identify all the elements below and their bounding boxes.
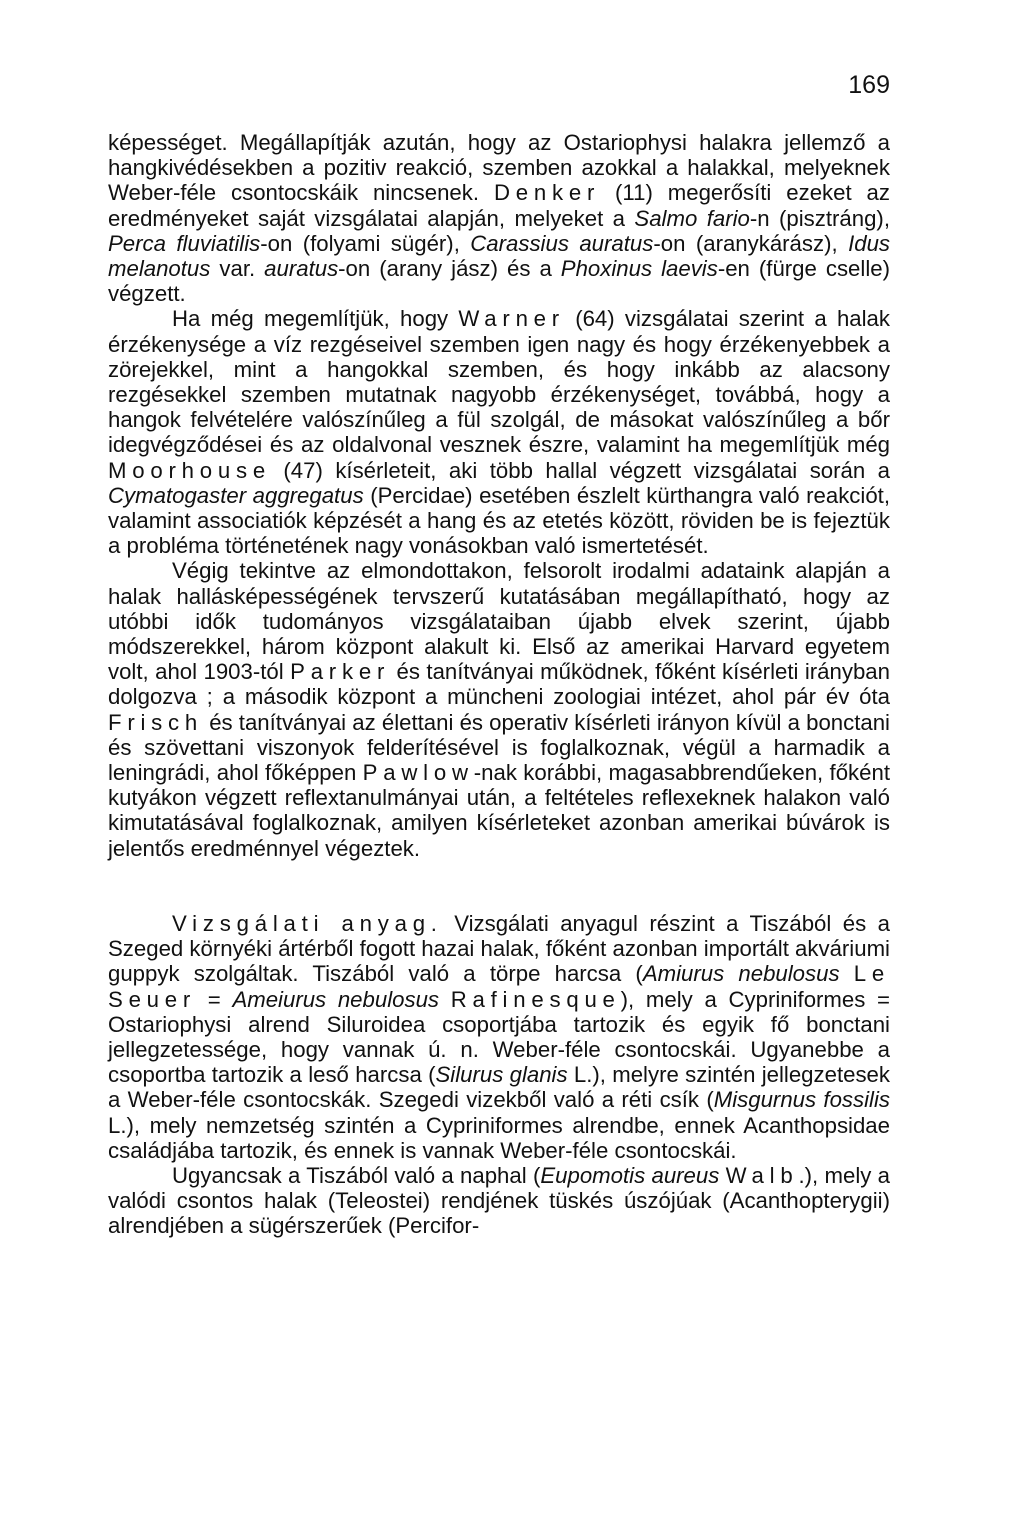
text-run: Végig tekintve az elmondottakon, felsorolt irodalmi adataink alapján a halak hallásképességének tervszerű kutatásában megállapítható, hogy az utóbbi idők tudományos vizsgálataiban újabb elvek szerint, újabb módszerekkel, három központ alakult ki. Első az amerikai Harvard egyetem volt, ahol 1903-tól bbox=[108, 558, 890, 685]
spaced-text: Rafinesque bbox=[450, 986, 621, 1012]
text-run: (64) vizsgálatai szerint a halak érzékenysége a víz rezgéseivel szemben igen nagy és hogy érzékenyebbek a zörejekkel, mint a hangokkal szemben, és hogy inkább az alacsony rezgésekkel szemben mutatnak nagyobb érzékenységet, továbbá, hogy a hangok felvételére valószínűleg a fül szolgál, de másokat valószínűleg a bőr idegvégződései és az oldalvonal vesznek észre, valamint ha megemlítjük még bbox=[108, 306, 890, 458]
text-run: (47) kísérleteit, aki több hallal végzett vizsgálatai során a bbox=[270, 457, 890, 483]
italic-text: Perca fluviatilis bbox=[108, 230, 261, 256]
text-run: -on (folyami sügér), bbox=[260, 230, 471, 256]
spaced-text: Parker bbox=[290, 659, 391, 685]
italic-text: Carassius auratus bbox=[470, 230, 654, 256]
spaced-text: Denker bbox=[493, 180, 601, 206]
text-run: -en (fürge cselle) végzett. bbox=[108, 256, 890, 307]
text-run: és tanítványai működnek, főként kísérleti irányban dolgozva ; a második központ a müncheni zoologiai intézet, ahol pár év óta bbox=[108, 659, 890, 710]
paragraph-p2 bbox=[108, 306, 890, 558]
italic-text: Cymatogaster aggregatus bbox=[108, 482, 364, 508]
spaced-text: Frisch bbox=[108, 709, 204, 735]
spaced-text: Walb bbox=[725, 1162, 799, 1188]
text-run: .), mely a valódi csontos halak (Teleostei) rendjének tüskés úszójúak (Acanthopterygii) alrendjében a sügérszerűek (Percifor- bbox=[108, 1162, 890, 1239]
book-page bbox=[108, 0, 890, 1522]
paragraph-p4 bbox=[108, 911, 890, 1163]
italic-text: Misgurnus fossilis bbox=[713, 1087, 891, 1113]
text-run: (Percidae) esetében észlelt kürthangra való reakciót, valamint associatiók képzését a hang és az etetés között, röviden be is fejeztük a probléma történetének nagy vonásokban való ismertetését. bbox=[108, 482, 890, 559]
page-number: 169 bbox=[848, 71, 890, 99]
text-run: Vizsgálati anyagul részint a Tiszából és a Szeged környéki ártérből fogott hazai halak, főként azonban importált akváriumi guppyk szolgáltak. Tiszából való a törpe harcsa ( bbox=[108, 910, 890, 987]
paragraph-p1 bbox=[108, 130, 890, 306]
italic-text: auratus bbox=[264, 256, 339, 282]
text-run: és tanítványai az élettani és operativ kísérleti irányon kívül a bonctani és szövettani viszonyok felderítésével is foglalkoznak, végül a harmadik a leningrádi, ahol főképpen bbox=[108, 709, 890, 786]
italic-text: Phoxinus laevis bbox=[560, 256, 718, 282]
italic-text: Silurus glanis bbox=[435, 1062, 568, 1088]
text-run: -nak korábbi, magasabbrendűeken, főként kutyákon végzett reflextanulmányai után, a feltételes reflexeknek halakon való kimutatásával foglalkoznak, amilyen kísérleteket azonban amerikai búvárok is jelentős eredménnyel végeztek. bbox=[108, 760, 890, 861]
text-run: Ha még megemlítjük, hogy bbox=[172, 306, 459, 332]
text-run bbox=[439, 987, 451, 1012]
text-run: L.), melyre szintén jellegzetesek a Weber-féle csontocskák. Szegedi vizekből való a réti csík ( bbox=[108, 1062, 890, 1113]
text-run: képességet. Megállapítják azután, hogy az Ostariophysi halakra jellemző a hangkivédésekben a pozitiv reakció, szemben azokkal a halakkal, melyeknek Weber-féle csontocskáik nincsenek. bbox=[108, 130, 890, 206]
italic-text: Salmo fario bbox=[634, 205, 750, 231]
body-text bbox=[108, 130, 890, 1239]
italic-text: Amiurus nebulosus bbox=[642, 961, 840, 987]
spaced-text: Vizsgálati anyag. bbox=[172, 910, 443, 936]
text-run: ), mely a Cypriniformes = Ostariophysi alrend Siluroidea csoportjába tartozik és egyik fő bonctani jellegzetessége, hogy vannak ú. n. Weber-féle csontocskái. Ugyanebbe a csoportba tartozik a leső harcsa ( bbox=[108, 986, 890, 1088]
text-run: -n (pisztráng), bbox=[749, 205, 890, 231]
italic-text: Ameiurus nebulosus bbox=[232, 986, 439, 1012]
text-run: = bbox=[196, 986, 233, 1012]
italic-text: Idus melanotus bbox=[108, 230, 890, 282]
text-run bbox=[840, 961, 854, 986]
text-run: (11) megerősíti ezeket az eredményeket saját vizsgálatai alapján, melyeket a bbox=[108, 180, 890, 231]
spaced-text: Moorhouse bbox=[108, 457, 271, 483]
text-run: Ugyancsak a Tiszából való a naphal ( bbox=[172, 1162, 541, 1188]
text-run: -on (arany jász) és a bbox=[338, 256, 561, 282]
text-run: L.), mely nemzetség szintén a Cypriniformes alrendbe, ennek Acanthopsidae családjába tartozik, és ennek is vannak Weber-féle csontocskái. bbox=[108, 1112, 890, 1163]
text-run: -on (aranykárász), bbox=[653, 230, 849, 256]
italic-text: Eupomotis aureus bbox=[540, 1162, 720, 1188]
spaced-text: Warner bbox=[458, 306, 565, 332]
paragraph-p3 bbox=[108, 558, 890, 860]
paragraph-p5 bbox=[108, 1163, 890, 1239]
spaced-text: Le Seuer bbox=[108, 961, 890, 1012]
spaced-text: Pawlow bbox=[362, 760, 474, 786]
text-run: var. bbox=[210, 256, 265, 282]
